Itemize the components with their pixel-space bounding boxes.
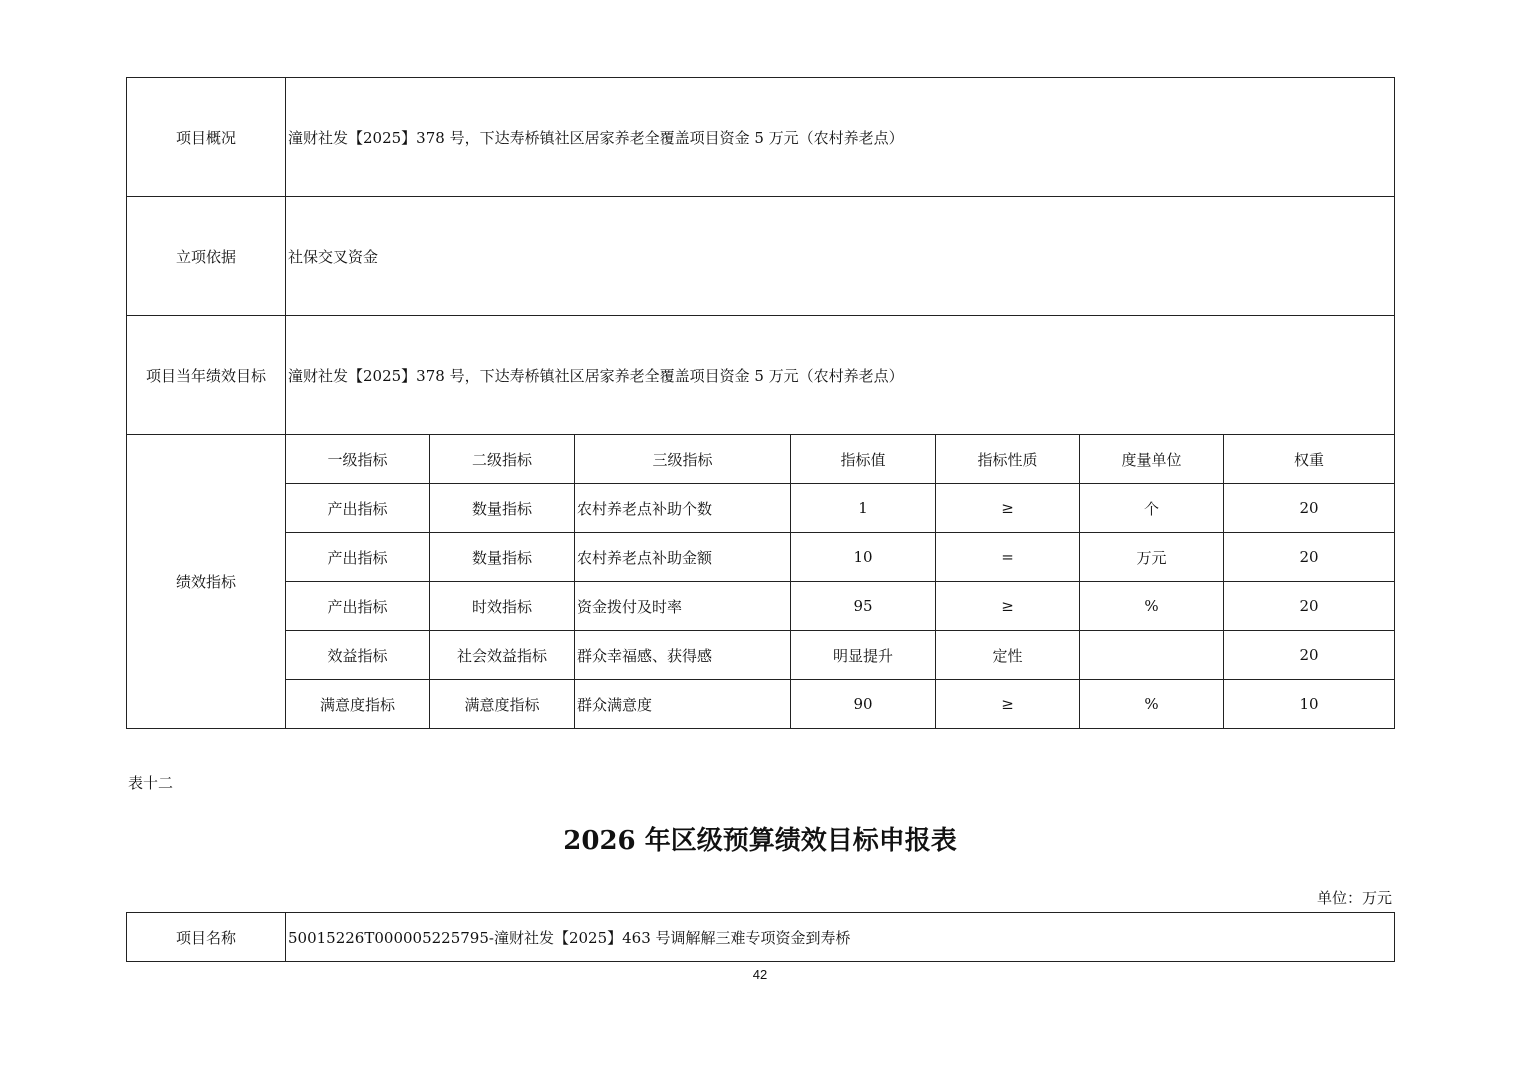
- value-cell: 95: [791, 582, 936, 631]
- weight-cell: 20: [1224, 582, 1395, 631]
- table-row: [127, 680, 1395, 729]
- header-cell: 度量单位: [1080, 435, 1224, 484]
- unit-cell: 万元: [1080, 533, 1224, 582]
- level1-cell: 产出指标: [286, 484, 430, 533]
- table-row: [127, 484, 1395, 533]
- nature-cell: ≥: [936, 484, 1080, 533]
- nature-cell: ≥: [936, 680, 1080, 729]
- form-title: 2026 年区级预算绩效目标申报表: [563, 826, 957, 856]
- level2-cell: 社会效益指标: [430, 631, 575, 680]
- goal-text: 潼财社发【2025】378 号，下达寿桥镇社区居家养老全覆盖项目资金 5 万元（农村养老点）: [286, 316, 1395, 435]
- level3-cell: 群众幸福感、获得感: [575, 631, 791, 680]
- level3-cell: 农村养老点补助个数: [575, 484, 791, 533]
- indicator-header-row: [127, 435, 1395, 484]
- overview-row: [127, 78, 1395, 197]
- weight-cell: 10: [1224, 680, 1395, 729]
- level2-cell: 满意度指标: [430, 680, 575, 729]
- nature-cell: =: [936, 533, 1080, 582]
- header-cell: 指标值: [791, 435, 936, 484]
- overview-label: 项目概况: [127, 78, 286, 197]
- nature-cell: 定性: [936, 631, 1080, 680]
- project-name-row: [127, 913, 1395, 962]
- unit-cell: %: [1080, 582, 1224, 631]
- basis-row: [127, 197, 1395, 316]
- project-name-value: 50015226T000005225795-潼财社发【2025】463 号调解解三难专项资金到寿桥: [286, 913, 1395, 962]
- level3-cell: 群众满意度: [575, 680, 791, 729]
- nature-cell: ≥: [936, 582, 1080, 631]
- project-name-label: 项目名称: [127, 913, 286, 962]
- header-cell: 一级指标: [286, 435, 430, 484]
- value-cell: 10: [791, 533, 936, 582]
- indicators-label: 绩效指标: [127, 435, 286, 729]
- project-name-table: [126, 912, 1395, 962]
- header-cell: 权重: [1224, 435, 1395, 484]
- level2-cell: 数量指标: [430, 484, 575, 533]
- table-number: 表十二: [128, 774, 174, 792]
- level1-cell: 产出指标: [286, 582, 430, 631]
- level2-cell: 数量指标: [430, 533, 575, 582]
- unit-cell: %: [1080, 680, 1224, 729]
- weight-cell: 20: [1224, 484, 1395, 533]
- goal-row: [127, 316, 1395, 435]
- table-row: [127, 582, 1395, 631]
- page-number: 42: [752, 967, 768, 982]
- level1-cell: 产出指标: [286, 533, 430, 582]
- header-cell: 三级指标: [575, 435, 791, 484]
- table-row: [127, 533, 1395, 582]
- table-row: [127, 631, 1395, 680]
- value-cell: 90: [791, 680, 936, 729]
- weight-cell: 20: [1224, 533, 1395, 582]
- level3-cell: 资金拨付及时率: [575, 582, 791, 631]
- unit-cell: 个: [1080, 484, 1224, 533]
- weight-cell: 20: [1224, 631, 1395, 680]
- level1-cell: 效益指标: [286, 631, 430, 680]
- performance-table: [126, 77, 1395, 729]
- basis-text: 社保交叉资金: [286, 197, 1395, 316]
- header-cell: 二级指标: [430, 435, 575, 484]
- level1-cell: 满意度指标: [286, 680, 430, 729]
- header-cell: 指标性质: [936, 435, 1080, 484]
- unit-label: 单位：万元: [1316, 889, 1392, 907]
- goal-label: 项目当年绩效目标: [127, 316, 286, 435]
- overview-text: 潼财社发【2025】378 号，下达寿桥镇社区居家养老全覆盖项目资金 5 万元（农村养老点）: [286, 78, 1395, 197]
- value-cell: 1: [791, 484, 936, 533]
- level2-cell: 时效指标: [430, 582, 575, 631]
- unit-cell: [1080, 631, 1224, 680]
- basis-label: 立项依据: [127, 197, 286, 316]
- level3-cell: 农村养老点补助金额: [575, 533, 791, 582]
- value-cell: 明显提升: [791, 631, 936, 680]
